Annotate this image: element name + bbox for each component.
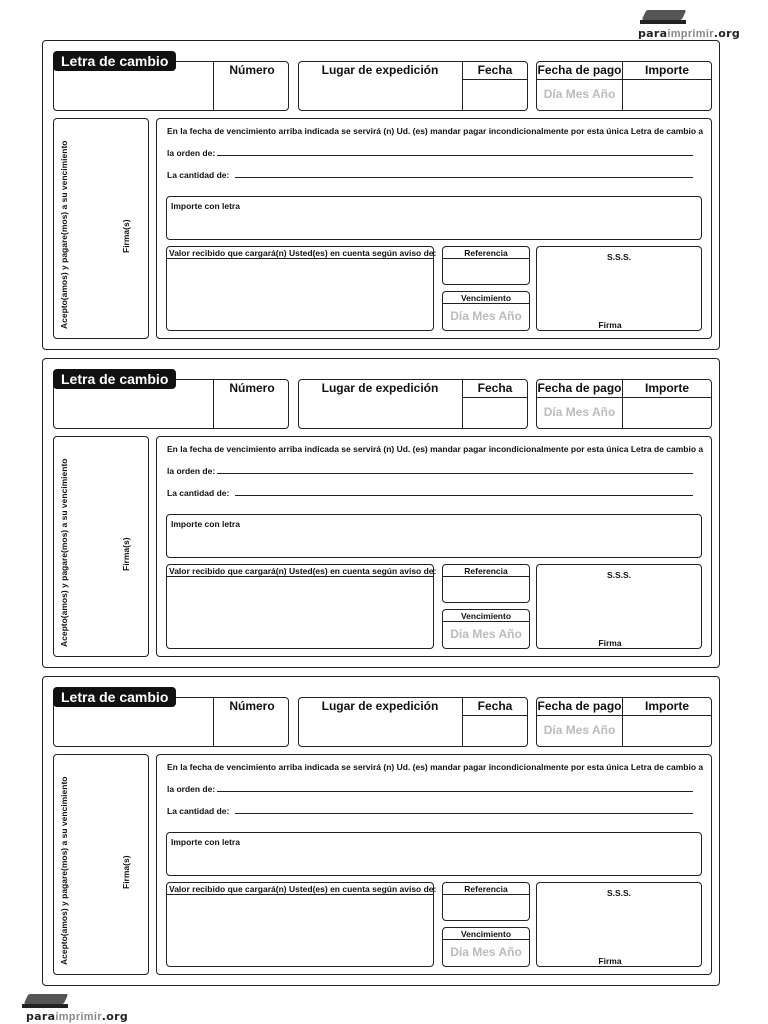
fecha-pago-label: Fecha de pago [537,699,622,713]
sss-label: S.S.S. [606,252,632,262]
vencimiento-label: Vencimiento [460,929,512,939]
numero-field[interactable] [215,401,287,427]
cantidad-field[interactable] [235,813,693,814]
sss-label: S.S.S. [606,570,632,580]
importe-field[interactable] [624,81,710,109]
importe-letra-field[interactable] [166,196,702,240]
vencimiento-field[interactable]: Día Mes Año [450,945,522,959]
fecha-label: Fecha [477,699,513,713]
vencimiento-field[interactable]: Día Mes Año [450,627,522,641]
fecha-field[interactable] [464,399,526,427]
numero-label: Número [229,699,275,713]
logo-text-imprimir: imprimir [55,1011,102,1023]
lugar-label: Lugar de expedición [321,699,439,713]
logo-text-org: .org [101,1010,129,1023]
sss-label: S.S.S. [606,888,632,898]
logo-text-imprimir: imprimir [667,28,714,40]
acepto-text: Acepto(amos) y pagare(mos) a su vencimiento [59,458,69,647]
importe-letra-field[interactable] [166,514,702,558]
referencia-label: Referencia [464,884,508,894]
importe-label: Importe [644,381,689,395]
acepto-text: Acepto(amos) y pagare(mos) a su vencimiento [59,776,69,965]
vencimiento-label: Vencimiento [460,293,512,303]
logo-text-para: para [26,1010,56,1023]
vencimiento-label: Vencimiento [460,611,512,621]
letra-de-cambio-form [42,676,720,986]
numero-label: Número [229,63,275,77]
logo-text-para: para [638,27,668,40]
letra-de-cambio-form [42,40,720,350]
numero-label: Número [229,381,275,395]
cantidad-field[interactable] [235,495,693,496]
importe-letra-label: Importe con letra [171,837,240,847]
printer-logo-icon [22,994,68,1010]
fecha-label: Fecha [477,63,513,77]
valor-recibido-label: Valor recibido que cargará(n) Usted(es) en cuenta según aviso de: [169,884,437,894]
firmas-label: Firma(s) [121,219,131,253]
firmas-label: Firma(s) [121,855,131,889]
cantidad-field[interactable] [235,177,693,178]
importe-label: Importe [644,699,689,713]
fecha-label: Fecha [477,381,513,395]
logo-top [640,10,686,26]
firmas-label: Firma(s) [121,537,131,571]
valor-recibido-label: Valor recibido que cargará(n) Usted(es) en cuenta según aviso de: [169,248,437,258]
fecha-pago-label: Fecha de pago [537,63,622,77]
logo-top-text [638,27,740,40]
importe-label: Importe [644,63,689,77]
logo-text-org: .org [713,27,741,40]
logo-bottom-text [26,1010,128,1023]
lugar-field[interactable] [301,399,459,427]
importe-letra-label: Importe con letra [171,519,240,529]
acepto-text: Acepto(amos) y pagare(mos) a su vencimiento [59,140,69,329]
importe-letra-label: Importe con letra [171,201,240,211]
form-title: Letra de cambio [53,687,176,707]
numero-field[interactable] [215,83,287,109]
orden-field[interactable] [217,473,693,474]
form-title: Letra de cambio [53,369,176,389]
referencia-label: Referencia [464,248,508,258]
printer-logo-icon [640,10,686,26]
form-title: Letra de cambio [53,51,176,71]
importe-letra-field[interactable] [166,832,702,876]
numero-field[interactable] [215,719,287,745]
fecha-pago-field[interactable]: Día Mes Año [543,405,616,419]
importe-field[interactable] [624,717,710,745]
letra-de-cambio-form [42,358,720,668]
orden-field[interactable] [217,791,693,792]
fecha-field[interactable] [464,81,526,109]
valor-recibido-label: Valor recibido que cargará(n) Usted(es) en cuenta según aviso de: [169,566,437,576]
orden-label: la orden de: [167,784,216,794]
vencimiento-field[interactable]: Día Mes Año [450,309,522,323]
cantidad-label: La cantidad de: [167,806,230,816]
importe-field[interactable] [624,399,710,427]
orden-field[interactable] [217,155,693,156]
lugar-label: Lugar de expedición [321,63,439,77]
clausula-text: En la fecha de vencimiento arriba indicada se servirá (n) Ud. (es) mandar pagar incondicionalmente por esta única Letra de cambio a [167,762,704,772]
clausula-text: En la fecha de vencimiento arriba indicada se servirá (n) Ud. (es) mandar pagar incondicionalmente por esta única Letra de cambio a [167,126,704,136]
fecha-pago-label: Fecha de pago [537,381,622,395]
orden-label: la orden de: [167,148,216,158]
lugar-label: Lugar de expedición [321,381,439,395]
logo-bottom [22,994,68,1010]
fecha-pago-field[interactable]: Día Mes Año [543,723,616,737]
referencia-label: Referencia [464,566,508,576]
firma-label: Firma [598,956,622,966]
cantidad-label: La cantidad de: [167,170,230,180]
fecha-pago-field[interactable]: Día Mes Año [543,87,616,101]
clausula-text: En la fecha de vencimiento arriba indicada se servirá (n) Ud. (es) mandar pagar incondicionalmente por esta única Letra de cambio a [167,444,704,454]
firma-label: Firma [598,638,622,648]
lugar-field[interactable] [301,717,459,745]
cantidad-label: La cantidad de: [167,488,230,498]
fecha-field[interactable] [464,717,526,745]
lugar-field[interactable] [301,81,459,109]
firma-label: Firma [598,320,622,330]
orden-label: la orden de: [167,466,216,476]
